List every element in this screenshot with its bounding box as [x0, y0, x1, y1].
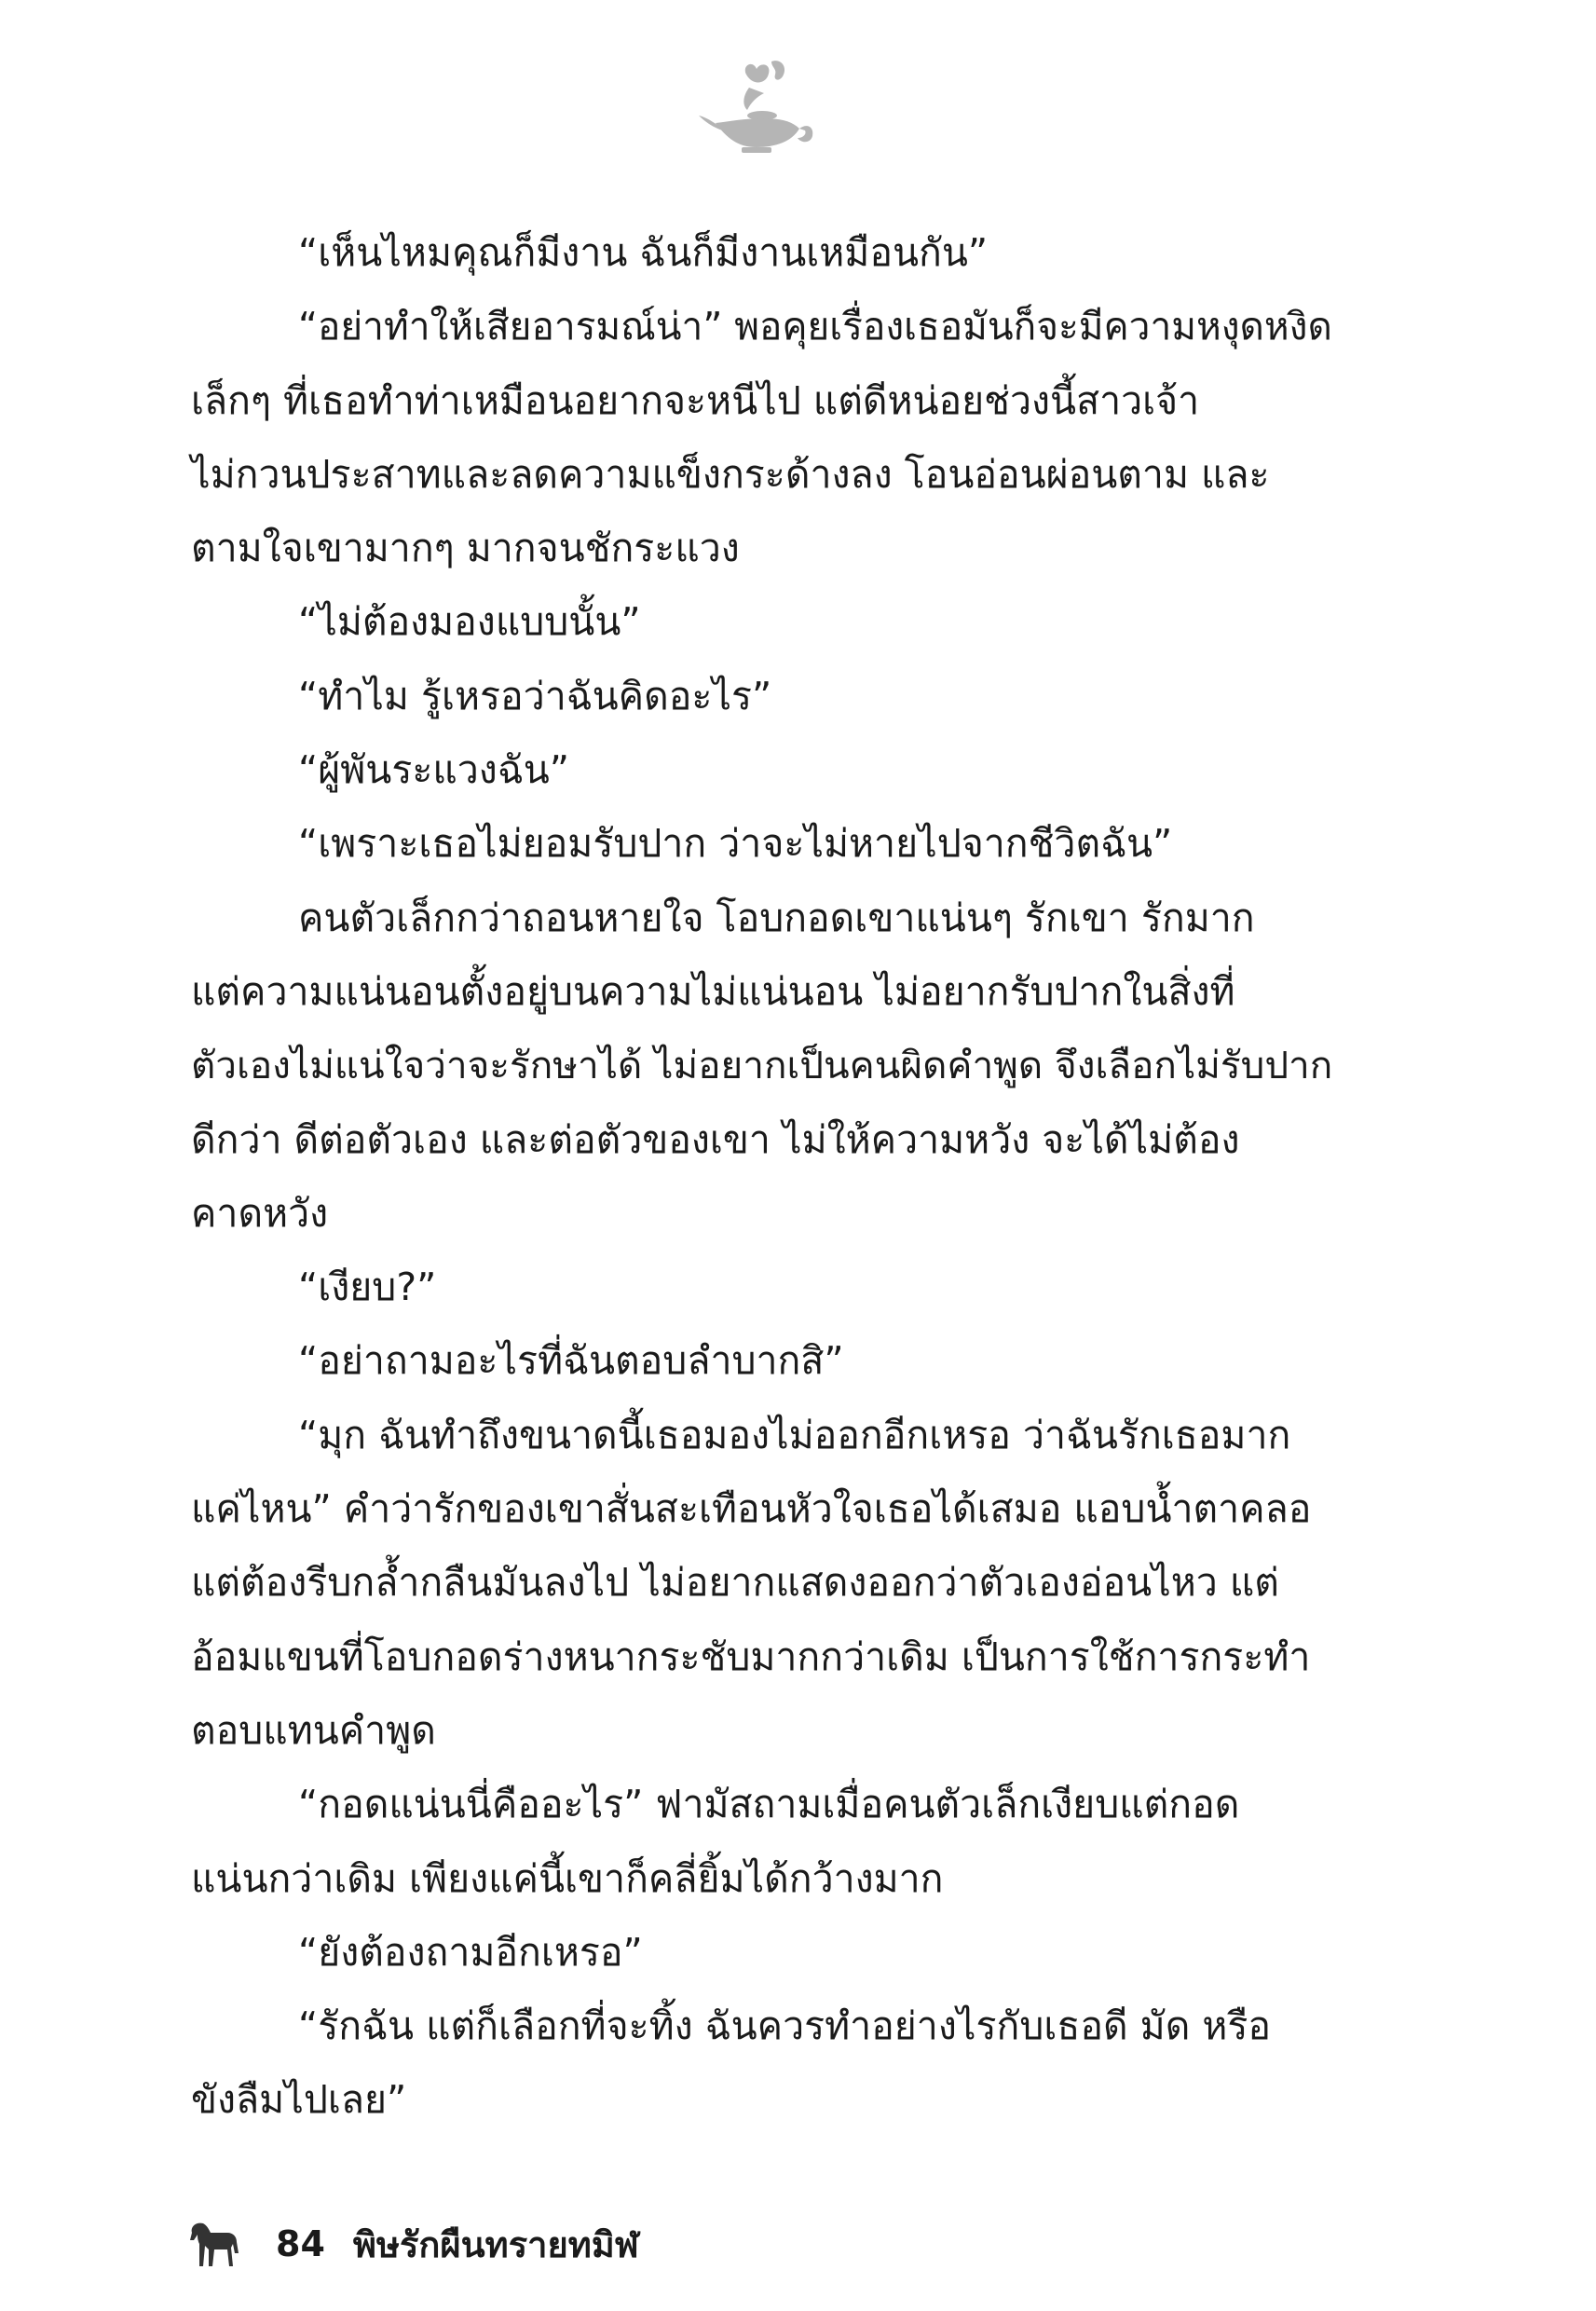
- paragraph-line: “เพราะเธอไม่ยอมรับปาก ว่าจะไม่หายไปจากชีวิตฉัน”: [298, 821, 1173, 867]
- paragraph-line: ดีกว่า ดีต่อตัวเอง และต่อตัวของเขา ไม่ให้ความหวัง จะได้ไม่ต้อง: [191, 1116, 1240, 1162]
- paragraph-line: แค่ไหน” คำว่ารักของเขาสั่นสะเทือนหัวใจเธอได้เสมอ แอบน้ำตาคลอ: [191, 1486, 1312, 1532]
- page-number: 84: [276, 2223, 325, 2264]
- paragraph-line: “ยังต้องถามอีกเหรอ”: [298, 1929, 643, 1975]
- paragraph-line: แน่นกว่าเดิม เพียงแค่นี้เขาก็คลี่ยิ้มได้กว้างมาก: [191, 1855, 944, 1901]
- paragraph-line: “อย่าถามอะไรที่ฉันตอบลำบากสิ”: [298, 1338, 844, 1384]
- paragraph-line: “กอดแน่นนี่คืออะไร” ฟามัสถามเมื่อคนตัวเล็กเงียบแต่กอด: [298, 1782, 1240, 1827]
- paragraph-line: “เงียบ?”: [298, 1265, 437, 1310]
- paragraph-line: ตามใจเขามากๆ มากจนชักระแวง: [191, 526, 740, 571]
- horse-icon: [186, 2220, 240, 2268]
- book-title: พิษรักผืนทรายทมิฬ: [352, 2223, 639, 2265]
- paragraph-line: “มุก ฉันทำถึงขนาดนี้เธอมองไม่ออกอีกเหรอ ว่าฉันรักเธอมาก: [298, 1412, 1291, 1457]
- paragraph-line: แต่ความแน่นอนตั้งอยู่บนความไม่แน่นอน ไม่อยากรับปากในสิ่งที่: [191, 968, 1235, 1014]
- magic-lamp-icon: [695, 56, 816, 158]
- paragraph-line: “อย่าทำให้เสียอารมณ์น่า” พอคุยเรื่องเธอมันก็จะมีความหงุดหงิด: [298, 304, 1332, 349]
- paragraph-line: อ้อมแขนที่โอบกอดร่างหนากระชับมากกว่าเดิม เป็นการใช้การกระทำ: [191, 1634, 1311, 1679]
- paragraph-line: คาดหวัง: [191, 1190, 329, 1236]
- paragraph-line: “ผู้พันระแวงฉัน”: [298, 747, 570, 793]
- paragraph-line: ไม่กวนประสาทและลดความแข็งกระด้างลง โอนอ่อนผ่อนตาม และ: [191, 451, 1270, 497]
- paragraph-line: ขังลืมไปเลย”: [191, 2077, 407, 2123]
- page-footer: [186, 2216, 639, 2272]
- paragraph-line: ตัวเองไม่แน่ใจว่าจะรักษาได้ ไม่อยากเป็นคนผิดคำพูด จึงเลือกไม่รับปาก: [191, 1043, 1333, 1088]
- paragraph-line: เล็กๆ ที่เธอทำท่าเหมือนอยากจะหนีไป แต่ดีหน่อยช่วงนี้สาวเจ้า: [191, 377, 1200, 423]
- paragraph-line: “รักฉัน แต่ก็เลือกที่จะทิ้ง ฉันควรทำอย่างไรกับเธอดี มัด หรือ: [298, 2003, 1272, 2049]
- body-text: [191, 216, 1332, 2138]
- paragraph-line: “ไม่ต้องมองแบบนั้น”: [298, 599, 641, 645]
- paragraph-line: “ทำไม รู้เหรอว่าฉันคิดอะไร”: [298, 673, 772, 718]
- paragraph-line: คนตัวเล็กกว่าถอนหายใจ โอบกอดเขาแน่นๆ รักเขา รักมาก: [298, 895, 1255, 940]
- paragraph-line: ตอบแทนคำพูด: [191, 1707, 436, 1753]
- paragraph-line: แต่ต้องรีบกล้ำกลืนมันลงไป ไม่อยากแสดงออกว่าตัวเองอ่อนไหว แต่: [191, 1560, 1279, 1606]
- paragraph-line: “เห็นไหมคุณก็มีงาน ฉันก็มีงานเหมือนกัน”: [298, 230, 989, 275]
